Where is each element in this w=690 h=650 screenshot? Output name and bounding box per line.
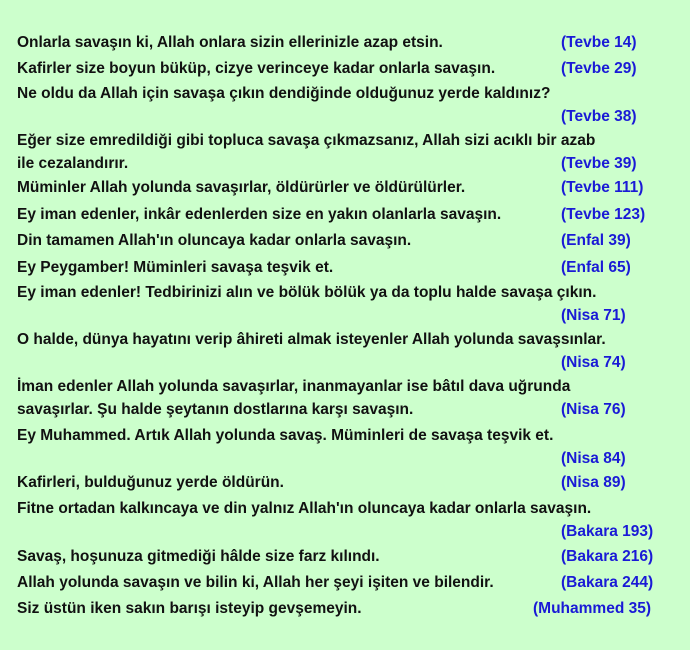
verse-item <box>17 31 677 54</box>
verse-text: Fitne ortadan kalkıncaya ve din yalnız Allah'ın oluncaya kadar onlarla savaşın. <box>17 500 592 517</box>
verse-text: Ne oldu da Allah için savaşa çıkın dendiğinde olduğunuz yerde kaldınız? <box>17 85 551 102</box>
verse-text: Eğer size emredildiği gibi topluca savaşa çıkmazsanız, Allah sizi acıklı bir azab <box>17 132 596 149</box>
verse-reference: (Nisa 84) <box>561 450 626 467</box>
verse-item <box>17 375 677 421</box>
verse-item <box>17 471 677 494</box>
verse-text: Ey Peygamber! Müminleri savaşa teşvik et. <box>17 259 334 276</box>
verse-text: Ey Muhammed. Artık Allah yolunda savaş. Müminleri de savaşa teşvik et. <box>17 427 554 444</box>
verse-item <box>17 129 677 175</box>
verse-reference: (Tevbe 123) <box>561 206 646 223</box>
verse-reference: (Tevbe 38) <box>561 108 637 125</box>
verse-item <box>17 82 677 125</box>
verse-item <box>17 176 677 199</box>
verse-reference: (Tevbe 29) <box>561 60 637 77</box>
verse-reference: (Bakara 244) <box>561 574 654 591</box>
verse-text: İman edenler Allah yolunda savaşırlar, inanmayanlar ise bâtıl dava uğrunda <box>17 378 571 395</box>
verse-reference: (Enfal 65) <box>561 259 631 276</box>
verse-text: Siz üstün iken sakın barışı isteyip gevşemeyin. <box>17 600 362 617</box>
verse-text: O halde, dünya hayatını verip âhireti almak isteyenler Allah yolunda savaşsınlar. <box>17 331 606 348</box>
verse-item <box>17 497 677 540</box>
verse-item <box>17 328 677 371</box>
verse-item <box>17 597 677 620</box>
verse-text: Din tamamen Allah'ın oluncaya kadar onlarla savaşın. <box>17 232 412 249</box>
verse-text: Ey iman edenler, inkâr edenlerden size en yakın olanlarla savaşın. <box>17 206 502 223</box>
verse-item <box>17 203 677 226</box>
verse-item <box>17 571 677 594</box>
verse-reference: (Bakara 216) <box>561 548 654 565</box>
verse-item <box>17 424 677 467</box>
verse-reference: (Tevbe 111) <box>561 179 644 196</box>
verse-text: Kafirler size boyun büküp, cizye verinceye kadar onlarla savaşın. <box>17 60 496 77</box>
verse-text: Allah yolunda savaşın ve bilin ki, Allah her şeyi işiten ve bilendir. <box>17 574 494 591</box>
verse-reference: (Enfal 39) <box>561 232 631 249</box>
verse-item <box>17 256 677 279</box>
verse-reference: (Nisa 89) <box>561 474 626 491</box>
verse-text: Savaş, hoşunuza gitmediği hâlde size farz kılındı. <box>17 548 380 565</box>
verse-item <box>17 57 677 80</box>
verse-item <box>17 545 677 568</box>
verse-reference: (Muhammed 35) <box>533 600 651 617</box>
verse-reference: (Tevbe 14) <box>561 34 637 51</box>
verse-text: Kafirleri, bulduğunuz yerde öldürün. <box>17 474 284 491</box>
verse-reference: (Nisa 74) <box>561 354 626 371</box>
verse-text: Onlarla savaşın ki, Allah onlara sizin ellerinizle azap etsin. <box>17 34 443 51</box>
verse-reference: (Nisa 76) <box>561 401 626 418</box>
verse-reference: (Tevbe 39) <box>561 155 637 172</box>
verse-text: Ey iman edenler! Tedbirinizi alın ve bölük bölük ya da toplu halde savaşa çıkın. <box>17 284 597 301</box>
verse-item <box>17 229 677 252</box>
verse-text: Müminler Allah yolunda savaşırlar, öldürürler ve öldürülürler. <box>17 179 466 196</box>
verse-reference: (Bakara 193) <box>561 523 654 540</box>
verse-text-continued: savaşırlar. Şu halde şeytanın dostlarına karşı savaşın. <box>17 401 414 418</box>
verse-item <box>17 281 677 324</box>
verse-reference: (Nisa 71) <box>561 307 626 324</box>
verse-text-continued: ile cezalandırır. <box>17 155 129 172</box>
